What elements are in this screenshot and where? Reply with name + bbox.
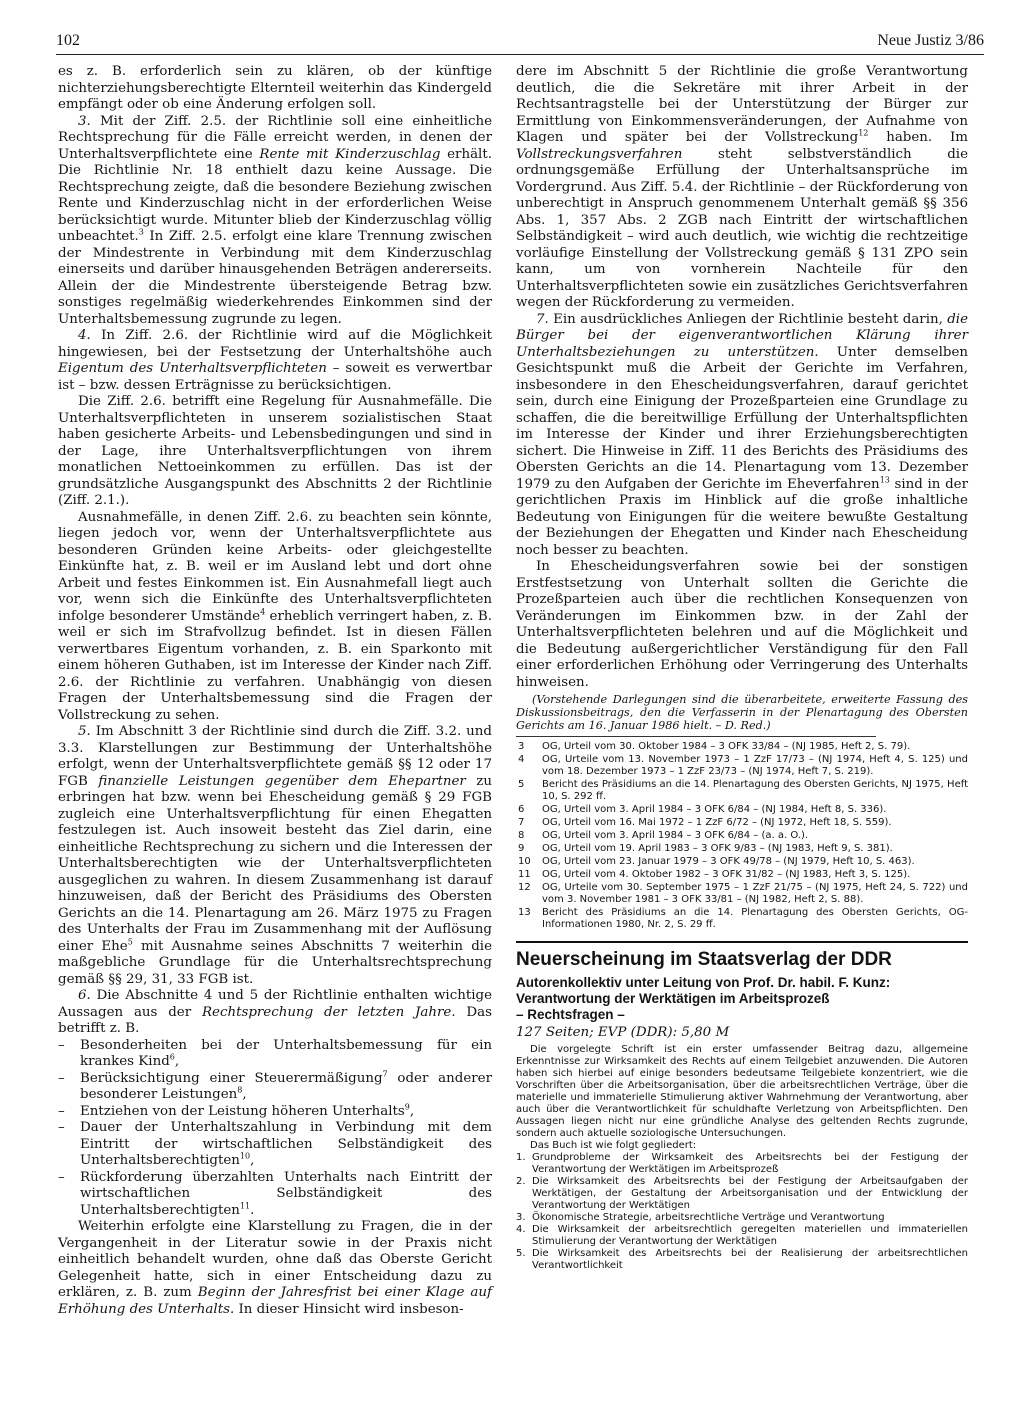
advert-authors: Autorenkollektiv unter Leitung von Prof. Dr. habil. F. Kunz: [516, 975, 891, 990]
paragraph: In Ehescheidungsverfahren sowie bei der sonstigen Erstfestsetzung von Unterhalt sollten die Gerichte die Prozeßparteien auch über die rechtlichen Konsequenzen von Veränderungen im Einkommen bzw. in der Zahl der Unterhaltsverpflichteten belehren und auf die Möglichkeit und die Bedeutung außergerichtlicher Verständigung für den Fall einer erforderlichen Erhöhung oder Verringerung des Unterhalts hinweisen. [516, 559, 968, 690]
list-item: – Besonderheiten bei der Unterhaltsbemessung für ein krankes Kind$^6$, [58, 1038, 492, 1071]
advert-title: Verantwortung der Werktätigen im Arbeitsprozeß [516, 991, 830, 1006]
paragraph: 4. In Ziff. 2.6. der Richtlinie wird auf die Möglichkeit hingewiesen, bei der Festsetzung der Unterhaltshöhe auch Eigentum des Unterhaltsverpflichteten – soweit es verwertbar ist – bzw. dessen Erträgnisse zu berücksichtigen. [58, 328, 492, 393]
paragraph: dere im Abschnitt 5 der Richtlinie die große Verantwortung deutlich, die die Sekretäre mit ihrer Arbeit in der Rechtsantragstelle bei der Unterstützung der Bürger zur Ermittlung von Einkommensveränderungen, der Aufnahme von Klagen und später bei der Vollstreckung$^{12}$ haben. Im Vollstreckungsverfahren steht selbstverständlich die ordnungsgemäße Erfüllung der Unterhaltsansprüche im Vordergrund. Aus Ziff. 5.4. der Richtlinie – der Rückforderung von unberechtigt in Anspruch genommenem Unterhalt gemäß §§ 356 Abs. 1, 357 Abs. 2 ZGB nach Eintritt der wirtschaftlichen Selbständigkeit – wird auch deutlich, wie wichtig die rechtzeitige vorläufige Einstellung der Vollstreckung gemäß § 131 ZPO sein kann, um von vornherein Nachteile für den Unterhaltsverpflichteten sowie ein zusätzliches Gerichtsverfahren wegen der Rückforderung zu vermeiden. [516, 64, 968, 310]
left-column [58, 64, 492, 1318]
paragraph: 7. Ein ausdrückliches Anliegen der Richtlinie besteht darin, die Bürger bei der eigenverantwortlichen Klärung ihrer Unterhaltsbeziehungen zu unterstützen. Unter demselben Gesichtspunkt muß die Arbeit der Gerichte im Verfahren, insbesondere in den Ehescheidungsverfahren, darauf gerichtet sein, durch eine Einigung der Prozeßparteien eine Grundlage zu schaffen, die die bereitwillige Erfüllung der Unterhaltspflichten im Interesse der Kinder und ihrer Erziehungsberechtigten sichert. Die Hinweise in Ziff. 11 des Berichts des Präsidiums des Obersten Gerichts an die 14. Plenartagung vom 13. Dezember 1979 zu den Aufgaben der Gerichte im Eheverfahren$^{13}$ sind in der gerichtlichen Praxis im Hinblick auf die große inhaltliche Bedeutung von Einigungen für die weitere bewußte Gestaltung der Beziehungen der Ehegatten und Kinder nach Ehescheidung noch besser zu beachten. [516, 311, 968, 558]
paragraph: 5. Im Abschnitt 3 der Richtlinie sind durch die Ziff. 3.2. und 3.3. Klarstellungen zur Bestimmung der Unterhaltshöhe erfolgt, wenn der Unterhaltsverpflichtete gemäß §§ 12 oder 17 FGB finanzielle Leistungen gegenüber dem Ehepartner zu erbringen hat bzw. wenn bei Ehescheidung gemäß § 29 FGB zugleich eine Unterhaltsverpflichtung für einen Ehegatten festzulegen ist. Auch insoweit besteht das Ziel darin, eine einheitliche Rechtsprechung zu sichern und die Interessen der Unterhaltsberechtigten wie der Unterhaltsverpflichteten ausgeglichen zu wahren. In diesem Zusammenhang ist darauf hinzuweisen, daß der Bericht des Präsidiums des Obersten Gerichts an die 14. Plenartagung am 26. März 1975 zu Fragen des Unterhalts der Frau im Zusammenhang mit der Auflösung einer Ehe$^5$ mit Ausnahme seines Abschnitts 7 weiterhin die maßgebliche Grundlage für die Unterhaltsrechtsprechung gemäß §§ 29, 31, 33 FGB ist. [58, 724, 492, 987]
footnote: 5 Bericht des Präsidiums an die 14. Plenartagung des Obersten Gerichts, NJ 1975, Heft 10, S. 292 ff. [518, 779, 968, 802]
list-item: – Dauer der Unterhaltszahlung in Verbindung mit dem Eintritt der wirtschaftlichen Selbständigkeit des Unterhaltsberechtigten$^{10}$, [58, 1120, 492, 1170]
advert-description: Die vorgelegte Schrift ist ein erster umfassender Beitrag dazu, allgemeine Erkenntnisse zur Wirksamkeit des Rechts auf einem Teilgebiet anzuwenden. Die Autoren haben sich hierbei auf einige besonders bedeutsame Teilgebiete konzentriert, wie die Vorschriften über die Arbeitsorganisation, über die arbeitsrechtlichen Verträge, über die materielle und immaterielle Stimulierung aktiver Wahrnehmung der Verantwortung, aber auch über die Verantwortlichkeit für schuldhafte Verletzung von Arbeitspflichten. Den Aussagen liegen nicht nur eine gründliche Analyse des geltenden Rechts zugrunde, sondern auch aktuelle soziologische Untersuchungen. [516, 1044, 968, 1139]
page-number: 102 [56, 32, 80, 49]
paragraph: Weiterhin erfolgte eine Klarstellung zu Fragen, die in der Vergangenheit in der Literatur sowie in der Praxis nicht einheitlich behandelt wurden, ohne daß das Oberste Gericht Gelegenheit hatte, sich in einer Entscheidung dazu zu erklären, z. B. zum Beginn der Jahresfrist bei einer Klage auf Erhöhung des Unterhalts. In dieser Hinsicht wird insbeson- [58, 1219, 492, 1317]
footnote: 10 OG, Urteil vom 23. Januar 1979 – 3 OFK 49/78 – (NJ 1979, Heft 10, S. 463). [518, 856, 915, 867]
paragraph: Die Ziff. 2.6. betrifft eine Regelung für Ausnahmefälle. Die Unterhaltsverpflichteten in unserem sozialistischen Staat haben gesicherte Arbeits- und Lebensbedingungen und sind in der Lage, ihre Unterhaltsverpflichtungen von ihrem monatlichen Nettoeinkommen zu erfüllen. Das ist der grundsätzliche Ausgangspunkt des Abschnitts 2 der Richtlinie (Ziff. 2.1.). [58, 394, 492, 508]
footnote: 6 OG, Urteil vom 3. April 1984 – 3 OFK 6/84 – (NJ 1984, Heft 8, S. 336). [518, 804, 887, 815]
list-item: – Berücksichtigung einer Steuerermäßigung$^7$ oder anderer besonderer Leistungen$^8$, [58, 1071, 492, 1104]
list-item: 1. Grundprobleme der Wirksamkeit des Arbeitsrechts bei der Festigung der Verantwortung der Werktätigen im Arbeitsprozeß [516, 1152, 968, 1175]
right-column [516, 64, 968, 1272]
paragraph: Ausnahmefälle, in denen Ziff. 2.6. zu beachten sein könnte, liegen jedoch vor, wenn der Unterhaltsverpflichtete aus besonderen Gründen keine Arbeits- oder gleichgestellte Einkünfte hat, z. B. weil er im Ausland lebt und dort ohne Arbeit und festes Einkommen ist. Ein Ausnahmefall liegt auch vor, wenn sich die Einkünfte des Unterhaltsverpflichteten infolge besonderer Umstände$^4$ erheblich verringert haben, z. B. weil er sich im Strafvollzug befindet. Ist in diesen Fällen verwertbares Eigentum vorhanden, z. B. ein Sparkonto mit einem höheren Guthaben, ist im Interesse der Kinder nach Ziff. 2.6. der Richtlinie zu verfahren. Unabhängig von diesen Fragen der Unterhaltsbemessung sind die Fragen der Vollstreckung zu sehen. [58, 509, 492, 723]
footnote-divider [516, 736, 876, 737]
footnote: 12 OG, Urteile vom 30. September 1975 – 1 ZzF 21/75 – (NJ 1975, Heft 24, S. 722) und vom 3. November 1981 – 3 OFK 33/81 – (NJ 1982, Heft 2, S. 88). [518, 882, 968, 905]
footnotes [516, 741, 968, 931]
footnote: 11 OG, Urteil vom 4. Oktober 1982 – 3 OFK 31/82 – (NJ 1983, Heft 3, S. 125). [518, 869, 911, 880]
list-item: 2. Die Wirksamkeit des Arbeitsrechts bei der Festigung der Arbeitsaufgaben der Werktätigen, der Gestaltung der Arbeitsorganisation und der Entwicklung der Verantwortung der Werktätigen [516, 1176, 968, 1211]
book-advertisement [516, 949, 968, 1272]
footnote: 7 OG, Urteil vom 16. Mai 1972 – 1 ZzF 6/72 – (NJ 1972, Heft 18, S. 559). [518, 817, 892, 828]
footnote: 4 OG, Urteile vom 13. November 1973 – 1 ZzF 17/73 – (NJ 1974, Heft 4, S. 125) und vom 18. Dezember 1973 – 1 ZzF 23/73 – (NJ 1974, Heft 7, S. 219). [518, 754, 968, 777]
advert-divider [516, 941, 968, 943]
advert-series: – Rechtsfragen – [516, 1007, 625, 1022]
journal-issue: Neue Justiz 3/86 [877, 32, 984, 49]
list-item: – Rückforderung überzahlten Unterhalts nach Eintritt der wirtschaftlichen Selbständigkeit des Unterhaltsberechtigten$^{11}$. [58, 1170, 492, 1220]
paragraph: es z. B. erforderlich sein zu klären, ob der künftige nichterziehungsberechtigte Elternteil weiterhin das Kindergeld empfängt oder ob eine Änderung erfolgen soll. [58, 64, 492, 112]
footnote: 8 OG, Urteil vom 3. April 1984 – 3 OFK 6/84 – (a. a. O.). [518, 830, 809, 841]
topic-list [58, 1038, 492, 1220]
running-header [56, 30, 984, 55]
footnote: 9 OG, Urteil vom 19. April 1983 – 3 OFK 9/83 – (NJ 1983, Heft 9, S. 381). [518, 843, 893, 854]
editorial-note: (Vorstehende Darlegungen sind die überarbeitete, erweiterte Fassung des Diskussionsbeitrags, den die Verfasserin in der Plenartagung des Obersten Gerichts am 16. Januar 1986 hielt. – D. Red.) [516, 693, 968, 732]
footnote: 3 OG, Urteil vom 30. Oktober 1984 – 3 OFK 33/84 – (NJ 1985, Heft 2, S. 79). [518, 741, 911, 752]
list-item: 3. Ökonomische Strategie, arbeitsrechtliche Verträge und Verantwortung [516, 1212, 885, 1223]
footnote: 13 Bericht des Präsidiums an die 14. Plenartagung des Obersten Gerichts, OG-Informationen 1980, Nr. 2, S. 29 ff. [518, 907, 968, 930]
advert-outline [516, 1152, 968, 1272]
paragraph: 3. Mit der Ziff. 2.5. der Richtlinie soll eine einheitliche Rechtsprechung für die Fälle erreicht werden, in denen der Unterhaltsverpflichtete eine Rente mit Kinderzuschlag erhält. Die Richtlinie Nr. 18 enthielt dazu keine Aussage. Die Rechtsprechung zeigte, daß die besondere Beziehung zwischen Rente und Kinderzuschlag nicht in der erforderlichen Weise berücksichtigt wurde. Mitunter blieb der Kinderzuschlag völlig unbeachtet.$^3$ In Ziff. 2.5. erfolgt eine klare Trennung zwischen der Mindestrente in Verbindung mit dem Kinderzuschlag einerseits und darüber hinausgehenden Beträgen andererseits. Allein der die Mindestrente übersteigende Betrag bzw. sonstiges regelmäßig wiederkehrendes Einkommen sind der Unterhaltsbemessung zugrunde zu legen. [58, 113, 492, 327]
list-item: – Entziehen von der Leistung höheren Unterhalts$^9$, [58, 1104, 492, 1121]
list-item: 4. Die Wirksamkeit der arbeitsrechtlich geregelten materiellen und immateriellen Stimulierung der Verantwortung der Werktätigen [516, 1224, 968, 1247]
advert-meta: 127 Seiten; EVP (DDR): 5,80 M [516, 1025, 730, 1040]
advert-heading: Neuerscheinung im Staatsverlag der DDR [516, 949, 892, 970]
advert-outline-intro: Das Buch ist wie folgt gegliedert: [530, 1140, 697, 1151]
list-item: 5. Die Wirksamkeit des Arbeitsrechts bei der Realisierung der arbeitsrechtlichen Verantwortlichkeit [516, 1248, 968, 1271]
paragraph: 6. Die Abschnitte 4 und 5 der Richtlinie enthalten wichtige Aussagen aus der Rechtsprechung der letzten Jahre. Das betrifft z. B. [58, 988, 492, 1036]
